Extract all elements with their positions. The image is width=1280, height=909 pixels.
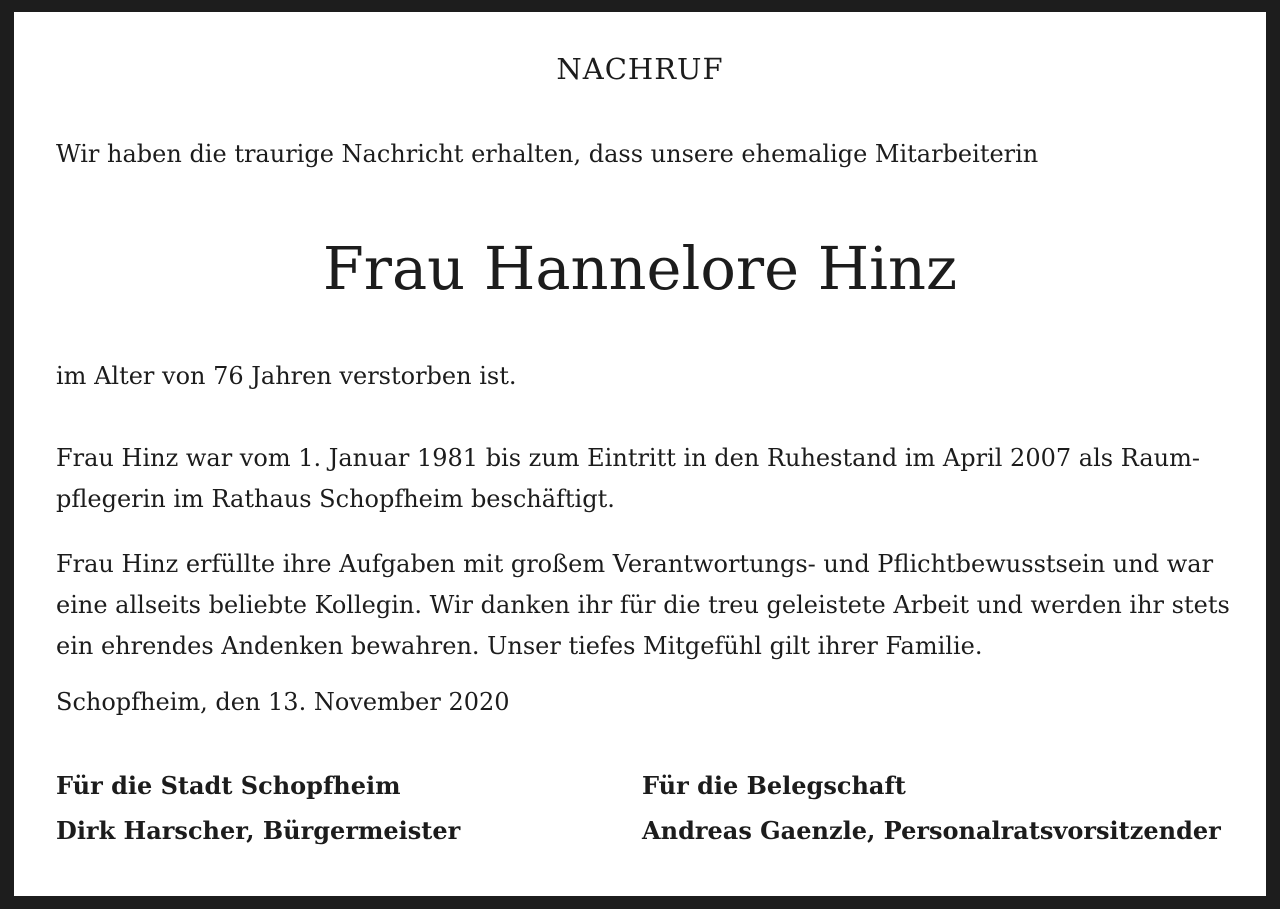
paragraph-line: ein ehrendes Andenken bewahren. Unser tiefes Mitgefühl gilt ihrer Familie.	[56, 632, 983, 660]
signature-staff	[642, 763, 1221, 853]
paragraph-line: Frau Hinz erfüllte ihre Aufgaben mit großem Verantwortungs- und Pflichtbewusstsein und war	[56, 550, 1214, 578]
tribute-paragraph	[56, 544, 1230, 667]
signature-signer: Dirk Harscher, Bürgermeister	[56, 816, 461, 845]
obituary-notice	[14, 12, 1266, 896]
signature-org: Für die Stadt Schopfheim	[56, 771, 401, 800]
age-text: im Alter von 76 Jahren verstorben ist.	[56, 362, 517, 390]
paragraph-line: pflegerin im Rathaus Schopfheim beschäftigt.	[56, 485, 615, 513]
paragraph-line: Frau Hinz war vom 1. Januar 1981 bis zum Eintritt in den Ruhestand im April 2007 als Raum-	[56, 444, 1200, 472]
place-date: Schopfheim, den 13. November 2020	[56, 688, 510, 716]
intro-text: Wir haben die traurige Nachricht erhalten, dass unsere ehemalige Mitarbeiterin	[56, 140, 1039, 168]
signature-city	[56, 763, 460, 853]
signature-org: Für die Belegschaft	[642, 771, 906, 800]
paragraph-line: eine allseits beliebte Kollegin. Wir danken ihr für die treu geleistete Arbeit und werden ihr stets	[56, 591, 1230, 619]
signature-signer: Andreas Gaenzle, Personalratsvorsitzender	[642, 816, 1221, 845]
deceased-name: Frau Hannelore Hinz	[322, 234, 958, 303]
employment-paragraph	[56, 438, 1200, 520]
notice-heading: NACHRUF	[556, 52, 724, 86]
